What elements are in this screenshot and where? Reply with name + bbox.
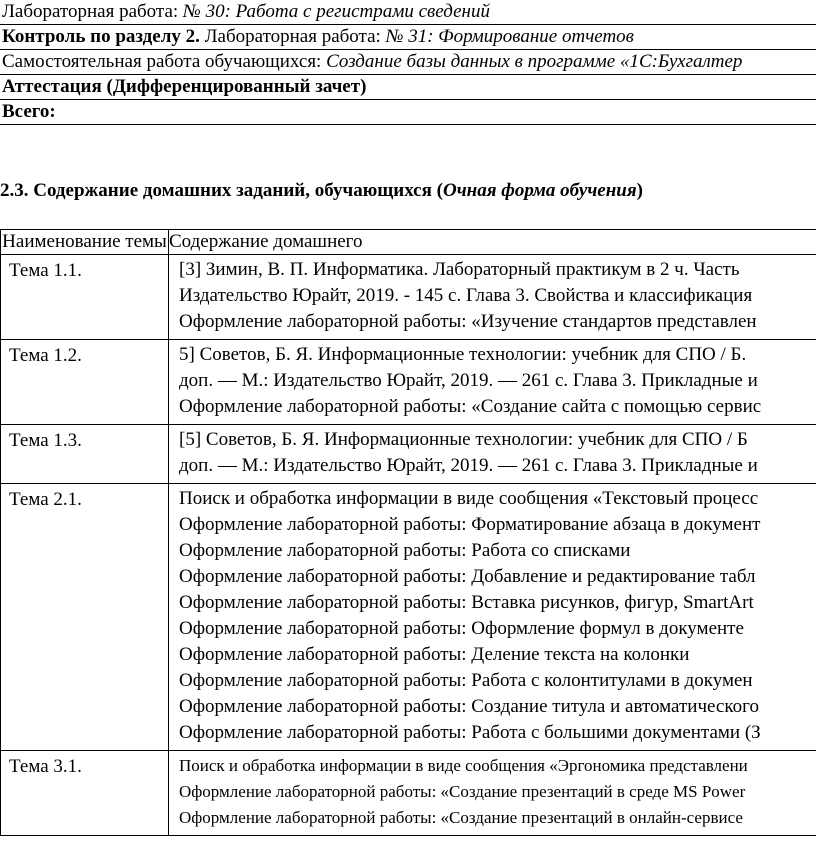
summary-row <box>0 25 816 50</box>
topic-cell: Тема 1.2. <box>1 340 169 425</box>
section-close: ) <box>636 180 643 201</box>
content-line: Оформление лабораторной работы: Работа со списками <box>179 540 631 561</box>
homework-table <box>0 229 816 836</box>
table-row <box>1 751 816 836</box>
content-cell <box>169 340 816 425</box>
summary-cell <box>0 50 816 75</box>
topic-cell: Тема 3.1. <box>1 751 169 836</box>
content-line: Оформление лабораторной работы: «Создание презентаций в среде MS Power <box>179 782 746 801</box>
summary-cell <box>0 25 816 50</box>
topic-cell: Тема 1.1. <box>1 255 169 340</box>
row-value: № 31: Формирование отчетов <box>385 26 634 47</box>
summary-row <box>0 50 816 75</box>
content-line: Оформление лабораторной работы: «Создание презентаций в онлайн-сервисе <box>179 808 743 827</box>
row-label: Контроль по разделу 2. <box>2 26 200 47</box>
content-line: Оформление лабораторной работы: Работа с колонтитулами в докумен <box>179 670 753 691</box>
section-number-text: 2.3. Содержание домашних заданий, обучающихся ( <box>0 180 443 201</box>
content-line: Оформление лабораторной работы: Деление текста на колонки <box>179 644 690 665</box>
content-line: Оформление лабораторной работы: Работа с большими документами (З <box>179 722 761 743</box>
content-line: Оформление лабораторной работы: Добавление и редактирование табл <box>179 566 756 587</box>
content-line: Поиск и обработка информации в виде сообщения «Эргономика представлени <box>179 756 748 775</box>
content-line: Оформление лабораторной работы: Вставка рисунков, фигур, SmartArt <box>179 592 754 613</box>
row-label: Всего: <box>2 101 56 122</box>
header-topic: Наименование темы <box>1 230 169 255</box>
summary-rows-table <box>0 0 816 125</box>
summary-cell <box>0 100 816 125</box>
row-mid-label: Лабораторная работа: <box>199 26 386 47</box>
topic-cell: Тема 2.1. <box>1 484 169 751</box>
section-heading <box>0 180 816 202</box>
content-cell <box>169 751 816 836</box>
row-value: Создание базы данных в программе «1С:Бухгалтер <box>326 51 743 72</box>
content-line: [3] Зимин, В. П. Информатика. Лабораторный практикум в 2 ч. Часть <box>179 259 740 280</box>
content-line: Оформление лабораторной работы: «Создание сайта с помощью сервис <box>179 396 762 417</box>
topic-cell: Тема 1.3. <box>1 425 169 484</box>
row-label: Лабораторная работа: <box>2 1 183 22</box>
table-header-row <box>1 230 816 255</box>
header-content: Содержание домашнего <box>169 230 816 255</box>
content-line: Оформление лабораторной работы: Форматирование абзаца в документ <box>179 514 761 535</box>
content-line: доп. — М.: Издательство Юрайт, 2019. — 261 с. Глава 3. Прикладные и <box>179 455 758 476</box>
summary-cell <box>0 0 816 25</box>
content-cell <box>169 484 816 751</box>
content-line: Поиск и обработка информации в виде сообщения «Текстовый процесс <box>179 488 759 509</box>
table-row <box>1 484 816 751</box>
content-line: [5] Советов, Б. Я. Информационные технологии: учебник для СПО / Б <box>179 429 748 450</box>
summary-row <box>0 0 816 25</box>
table-row <box>1 340 816 425</box>
content-cell <box>169 255 816 340</box>
content-line: 5] Советов, Б. Я. Информационные технологии: учебник для СПО / Б. <box>179 344 747 365</box>
row-label: Самостоятельная работа обучающихся: <box>2 51 327 72</box>
section-form: Очная форма обучения <box>442 180 637 201</box>
content-line: Оформление лабораторной работы: «Изучение стандартов представлен <box>179 311 757 332</box>
summary-row <box>0 75 816 100</box>
row-value: № 30: Работа с регистрами сведений <box>182 1 490 22</box>
summary-row <box>0 100 816 125</box>
content-line: Издательство Юрайт, 2019. - 145 с. Глава 3. Свойства и классификация <box>179 285 753 306</box>
table-row <box>1 425 816 484</box>
content-line: Оформление лабораторной работы: Оформление формул в документе <box>179 618 744 639</box>
row-label: Аттестация (Дифференцированный зачет) <box>2 76 367 97</box>
table-row <box>1 255 816 340</box>
content-cell <box>169 425 816 484</box>
summary-cell <box>0 75 816 100</box>
content-line: Оформление лабораторной работы: Создание титула и автоматического <box>179 696 759 717</box>
content-line: доп. — М.: Издательство Юрайт, 2019. — 261 с. Глава 3. Прикладные и <box>179 370 758 391</box>
